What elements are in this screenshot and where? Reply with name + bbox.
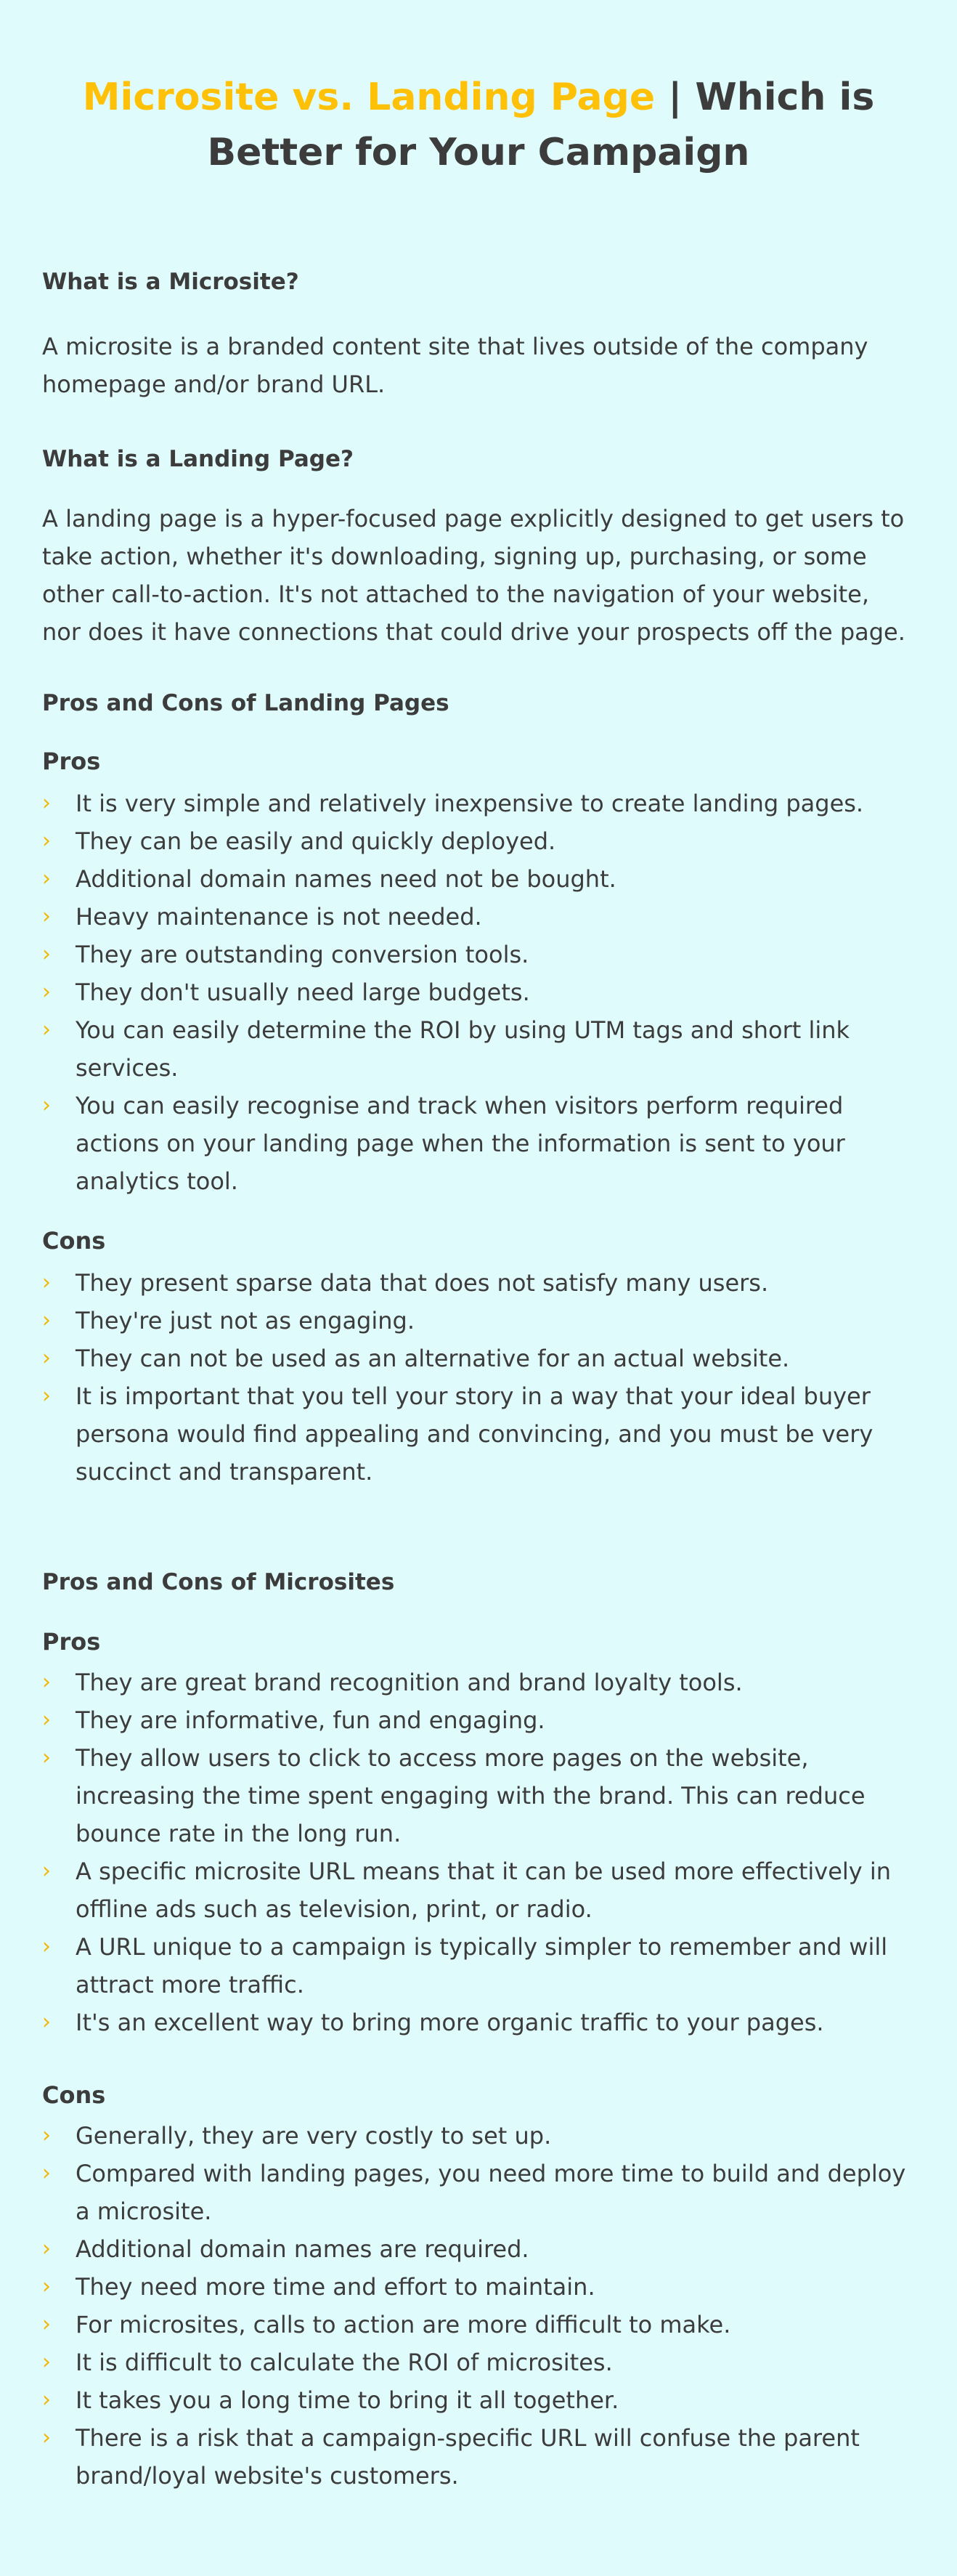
list-item-text: They are informative, fun and engaging. [76,1706,545,1734]
list-item [42,1087,913,1200]
chevron-right-icon: › [42,2387,51,2413]
list-item [42,2268,913,2306]
list-item [42,2230,913,2268]
list-item [42,973,913,1011]
microsite-definition-text: A microsite is a branded content site that lives outside of the company homepage and/or brand URL. [42,333,868,398]
list-item-text: They can be easily and quickly deployed. [76,827,556,855]
chevron-right-icon: › [42,2009,51,2035]
microsite-pros-heading: Pros [42,1628,101,1656]
list-item [42,1701,913,1739]
list-item-text: They present sparse data that does not satisfy many users. [76,1269,769,1297]
chevron-right-icon: › [42,979,51,1005]
list-item [42,1302,913,1340]
list-item-text: They are outstanding conversion tools. [76,941,529,968]
list-item-text: They're just not as engaging. [76,1307,415,1334]
chevron-right-icon: › [42,1270,51,1295]
chevron-right-icon: › [42,828,51,854]
title-rest: | Which is [655,76,875,119]
list-item-text: They don't usually need large budgets. [76,979,530,1006]
list-item [42,1739,913,1852]
landing-cons-list [42,1264,913,1491]
chevron-right-icon: › [42,2123,51,2148]
list-item [42,898,913,936]
chevron-right-icon: › [42,1934,51,1959]
list-item [42,1377,913,1491]
list-item [42,785,913,822]
chevron-right-icon: › [42,1093,51,1118]
list-item [42,2306,913,2344]
chevron-right-icon: › [42,2236,51,2261]
list-item [42,2004,913,2041]
list-item-text: It's an excellent way to bring more organic traffic to your pages. [76,2009,824,2036]
chevron-right-icon: › [42,1669,51,1695]
list-item-text: You can easily recognise and track when visitors perform required actions on your landing page when the information is sent to your analytics tool. [76,1092,845,1195]
list-item [42,1664,913,1701]
list-item [42,1340,913,1377]
list-item-text: It is important that you tell your story in a way that your ideal buyer persona would find appealing and convincing, and you must be very succinct and transparent. [76,1382,873,1486]
list-item-text: It is very simple and relatively inexpensive to create landing pages. [76,790,864,817]
list-item-text: You can easily determine the ROI by using UTM tags and short link services. [76,1016,850,1082]
list-item [42,1264,913,1302]
list-item [42,936,913,973]
list-item-text: They need more time and effort to maintain. [76,2273,595,2301]
microsite-cons-heading: Cons [42,2081,106,2109]
list-item-text: Heavy maintenance is not needed. [76,903,482,931]
chevron-right-icon: › [42,1745,51,1770]
list-item-text: For microsites, calls to action are more difficult to make. [76,2311,731,2338]
landing-page-definition-text: A landing page is a hyper-focused page explicitly designed to get users to take action, whether it's downloading, signing up, purchasing, or some other call-to-action. It's not attached to the navigation of your website, nor does it have connections that could drive your prospects off the page. [42,505,905,646]
chevron-right-icon: › [42,1308,51,1333]
chevron-right-icon: › [42,1017,51,1042]
landing-cons-heading: Cons [42,1227,106,1255]
list-item-text: They allow users to click to access more pages on the website, increasing the time spent engaging with the brand. This can reduce bounce rate in the long run. [76,1744,866,1847]
chevron-right-icon: › [42,2312,51,2337]
list-item-text: They are great brand recognition and brand loyalty tools. [76,1669,743,1696]
list-item [42,2344,913,2381]
landing-pros-heading: Pros [42,748,101,775]
title-line-2: Better for Your Campaign [207,131,750,174]
chevron-right-icon: › [42,2425,51,2450]
microsite-pros-list [42,1664,913,2041]
microsite-pros-cons-heading: Pros and Cons of Microsites [42,1569,395,1595]
title-highlight: Microsite vs. Landing Page [82,76,656,119]
microsite-cons-list [42,2117,913,2495]
list-item-text: A URL unique to a campaign is typically simpler to remember and will attract more traffic. [76,1933,888,1998]
chevron-right-icon: › [42,2274,51,2299]
list-item [42,2117,913,2155]
chevron-right-icon: › [42,1383,51,1409]
list-item-text: Compared with landing pages, you need more time to build and deploy a microsite. [76,2160,906,2225]
list-item-text: Generally, they are very costly to set up. [76,2122,552,2150]
chevron-right-icon: › [42,1858,51,1884]
list-item [42,860,913,898]
chevron-right-icon: › [42,2160,51,2186]
chevron-right-icon: › [42,904,51,929]
list-item-text: It takes you a long time to bring it all together. [76,2386,619,2414]
title-line-1 [0,70,957,125]
chevron-right-icon: › [42,866,51,891]
landing-pros-list [42,785,913,1200]
chevron-right-icon: › [42,790,51,816]
chevron-right-icon: › [42,1707,51,1733]
list-item [42,2155,913,2230]
chevron-right-icon: › [42,1345,51,1371]
list-item [42,1011,913,1087]
page-title [0,70,957,180]
chevron-right-icon: › [42,2349,51,2375]
microsite-definition-heading: What is a Microsite? [42,269,299,295]
list-item-text: It is difficult to calculate the ROI of microsites. [76,2349,613,2376]
list-item-text: A specific microsite URL means that it can be used more effectively in offline ads such as television, print, or radio. [76,1858,892,1923]
landing-page-definition-heading: What is a Landing Page? [42,446,354,472]
chevron-right-icon: › [42,941,51,967]
list-item-text: They can not be used as an alternative for an actual website. [76,1345,790,1372]
landing-pros-cons-heading: Pros and Cons of Landing Pages [42,690,449,716]
list-item-text: There is a risk that a campaign-specific URL will confuse the parent brand/loyal website's customers. [76,2424,860,2490]
list-item [42,822,913,860]
list-item-text: Additional domain names need not be bought. [76,865,616,893]
list-item [42,1852,913,1928]
list-item [42,2381,913,2419]
list-item-text: Additional domain names are required. [76,2235,529,2263]
list-item [42,2419,913,2495]
list-item [42,1928,913,2004]
